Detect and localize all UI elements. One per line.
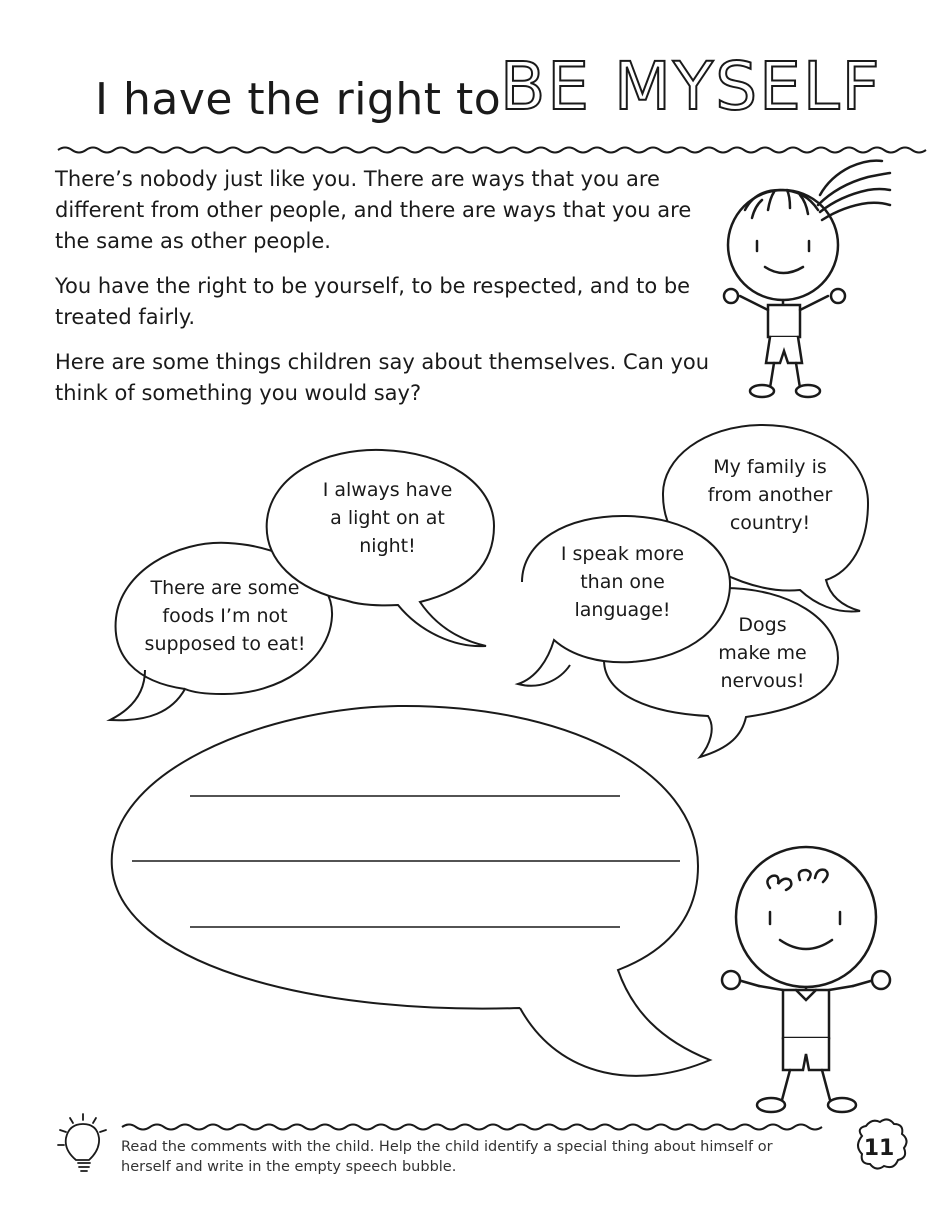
bubble-line: Dogs (738, 614, 787, 636)
intro-paragraph-1: There’s nobody just like you. There are ways that you are different from other people, and there are ways that you are the same as other people. (55, 167, 692, 253)
bubble-text-foods (130, 574, 320, 658)
page-title: I have the right to (95, 74, 502, 125)
bubble-line: There are some (150, 577, 300, 599)
bubble-line: country! (729, 512, 811, 534)
bubble-text-dogs (700, 611, 825, 695)
page-title-emphasis: BE MYSELF (500, 48, 882, 125)
footer-note: Read the comments with the child. Help the child identify a special thing about himself or herself and write in the empty speech bubble. (121, 1139, 773, 1175)
lightbulb-icon (58, 1114, 106, 1171)
bubble-line: night! (359, 535, 416, 557)
empty-speech-bubble (112, 706, 710, 1076)
bubble-line: supposed to eat! (144, 633, 306, 655)
bubble-line: language! (574, 599, 671, 621)
bubble-text-language (530, 540, 715, 624)
girl-illustration (724, 161, 890, 397)
bubble-line: nervous! (720, 670, 805, 692)
intro-paragraph-3: Here are some things children say about themselves. Can you think of something you would say? (55, 350, 710, 405)
bubble-line: I always have (322, 479, 453, 501)
bubble-text-light (290, 476, 485, 560)
bubble-line: I speak more (560, 543, 685, 565)
wavy-divider-bottom (122, 1125, 822, 1130)
bubble-line: from another (707, 484, 833, 506)
boy-illustration (722, 847, 890, 1112)
bubble-text-family (675, 453, 865, 537)
bubble-line: make me (718, 642, 807, 664)
bubble-line: My family is (713, 456, 827, 478)
wavy-divider-top (58, 148, 926, 153)
bubble-line: than one (580, 571, 665, 593)
bubble-line: a light on at (330, 507, 445, 529)
intro-paragraph-2: You have the right to be yourself, to be respected, and to be treated fairly. (55, 274, 691, 329)
bubble-line: foods I’m not (162, 605, 288, 627)
page-number: 11 (863, 1136, 895, 1161)
